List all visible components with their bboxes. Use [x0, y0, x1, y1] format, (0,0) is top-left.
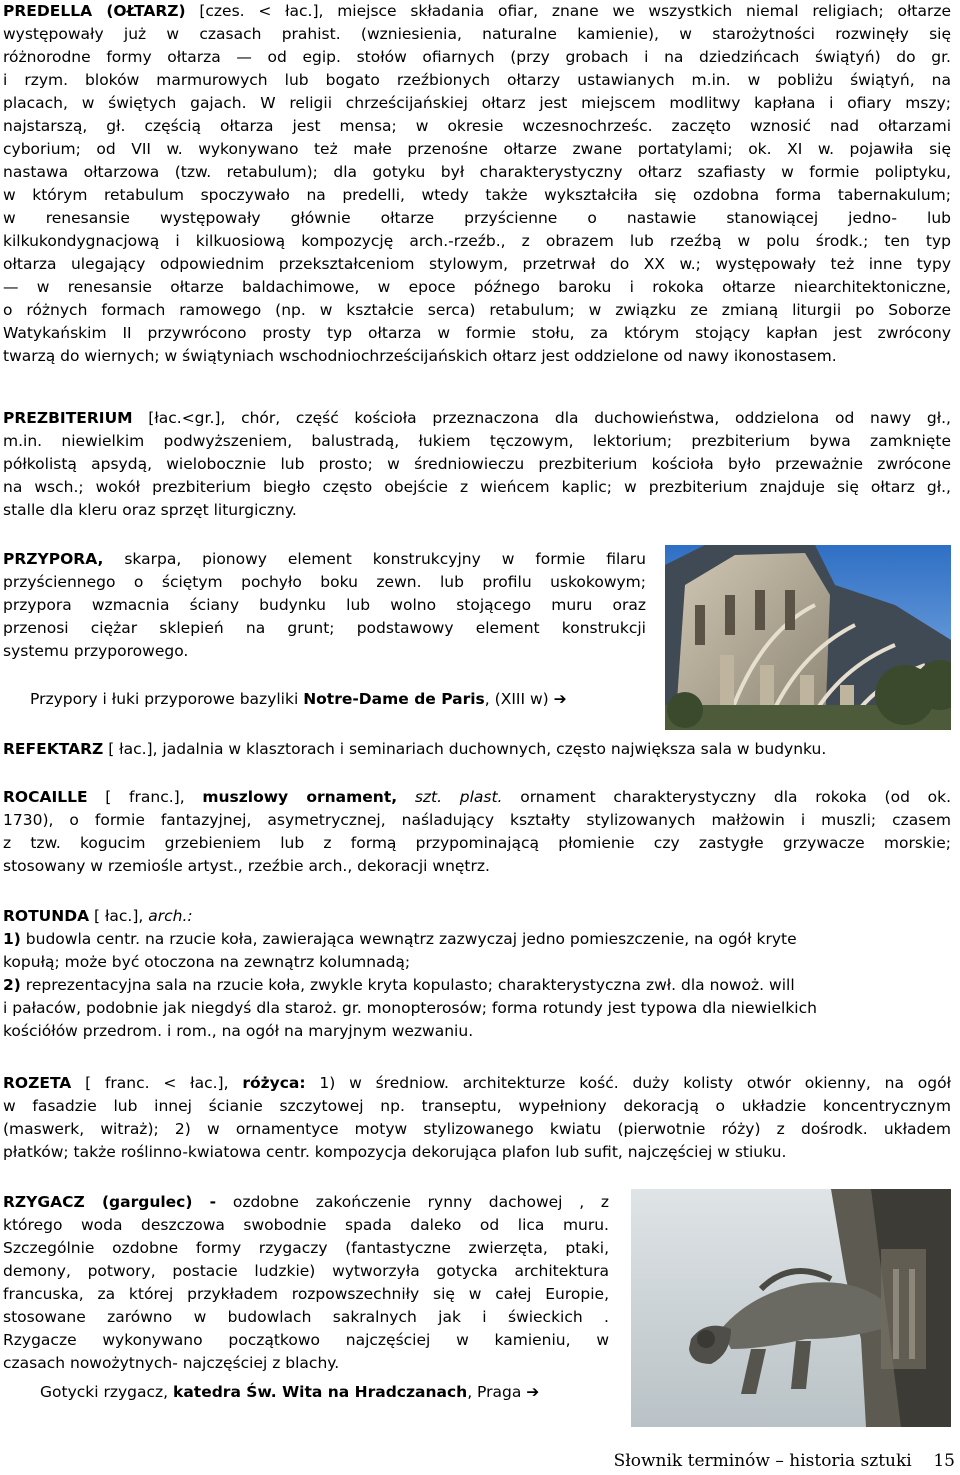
- text-run: stalle dla kleru oraz sprzęt liturgiczny.: [3, 501, 297, 519]
- text-line: [3, 951, 951, 974]
- text-run: budowla centr. na rzucie koła, zawierająca wewnątrz zazwyczaj jedno pomieszczenie, na ogół kryte: [20, 930, 797, 948]
- text-run: w renesansie występowały głównie ołtarze przyścienne o nastawie stanowiącej jedno- lub: [3, 209, 951, 227]
- text-run: reprezentacyjna sala na rzucie koła, zwykle kryta kopulasto; charakterystyczna zwł. dla nowoż. will: [20, 976, 795, 994]
- entry-rotunda: [3, 905, 951, 1043]
- text-line: [3, 928, 951, 951]
- text-line: [3, 1329, 609, 1352]
- text-line: [3, 0, 951, 23]
- bold-text: PREDELLA (OŁTARZ): [3, 2, 186, 20]
- text-line: [3, 115, 951, 138]
- text-line: [3, 345, 951, 368]
- text-line: [3, 974, 951, 997]
- text-run: Rzygacze wykonywano początkowo najczęściej w kamieniu, w: [3, 1331, 609, 1349]
- text-run: [ łac.], jadalnia w klasztorach i seminariach duchownych, często największa sala w budynku.: [103, 740, 827, 758]
- entry-rocaille: [3, 786, 951, 878]
- text-run: stosowane zarówno w budowlach sakralnych jak i świeckich .: [3, 1308, 609, 1326]
- text-line: [3, 92, 951, 115]
- text-line: [3, 1214, 609, 1237]
- text-line: [3, 1095, 951, 1118]
- text-line: [3, 1237, 609, 1260]
- text-line: [3, 594, 646, 617]
- bold-text: 1): [3, 930, 21, 948]
- text-line: [3, 499, 951, 522]
- bold-text: katedra Św. Wita na Hradczanach: [173, 1383, 468, 1401]
- text-line: [3, 905, 951, 928]
- text-run: [ franc. < łac.],: [71, 1074, 243, 1092]
- text-line: [3, 640, 646, 663]
- text-run: cyborium; od VII w. wykonywano też małe przenośne ołtarze zwane portatylami; ok. XI w. pojawiła się: [3, 140, 951, 158]
- text-line: [3, 476, 951, 499]
- arrow-icon: ➔: [526, 1383, 540, 1401]
- text-run: którego woda deszczowa swobodnie spada daleko od lica muru.: [3, 1216, 609, 1234]
- text-line: [3, 1141, 951, 1164]
- text-run: skarpa, pionowy element konstrukcyjny w formie filaru: [103, 550, 646, 568]
- text-line: [3, 276, 951, 299]
- przypora-photo-caption: [30, 688, 567, 711]
- text-run: kościółów przedrom. i rom., na ogół na maryjnym wezwaniu.: [3, 1022, 474, 1040]
- bold-text: RZYGACZ (gargulec) -: [3, 1193, 217, 1211]
- text-run: Watykańskim II przywrócono prosty typ ołtarza w formie stołu, za którym stojący kapłan jest zwrócony: [3, 324, 951, 342]
- bold-text: ROZETA: [3, 1074, 72, 1092]
- text-run: [łac.<gr.], chór, część kościoła przeznaczona dla duchowieństwa, oddzielona od nawy gł.,: [132, 409, 951, 427]
- text-line: [3, 548, 646, 571]
- text-run: o różnych formach ramowego (np. w kształcie serca) retabulum; w związku ze zmianą liturgii po Soborze: [3, 301, 951, 319]
- rzygacz-photo-caption: [40, 1381, 539, 1404]
- bold-text: 2): [3, 976, 21, 994]
- text-run: na wsch.; wokół prezbiterium biegło często obejście z wieńcem kaplic; w prezbiterium znajduje się ołtarz gł.,: [3, 478, 951, 496]
- text-run: kilkukondygnacjową i kilkuosiową kompozycję arch.-rzeźb., z obrazem lub rzeźbą w polu środk.; ten typ: [3, 232, 951, 250]
- text-run: [397, 788, 415, 806]
- text-run: [ franc.],: [87, 788, 203, 806]
- text-run: (maswerk, witraż); 2) w ornamentyce motyw stylizowanego kwiatu (pierwotnie róży) z dośrodk. układem: [3, 1120, 951, 1138]
- text-run: systemu przyporowego.: [3, 642, 189, 660]
- text-run: i pałaców, podobnie jak niegdyś dla staroż. gr. monopterosów; forma rotundy jest typowa dla niewielkich: [3, 999, 817, 1017]
- text-line: [3, 138, 951, 161]
- text-line: [3, 407, 951, 430]
- text-run: przyściennego o ściętym pochyło boku zewn. lub profilu uskokowym;: [3, 573, 646, 591]
- text-run: w fasadzie lub innej ścianie szczytowej np. transeptu, wypełniony dekoracją o układzie koncentrycznym: [3, 1097, 951, 1115]
- text-run: 1) w średniow. architekturze kość. duży kolisty otwór okienny, na ogół: [305, 1074, 951, 1092]
- text-run: czasach nowożytnych- najczęściej z blachy.: [3, 1354, 340, 1372]
- text-line: [3, 1260, 609, 1283]
- footer-title: Słownik terminów – historia sztuki: [613, 1451, 912, 1471]
- text-line: [3, 1283, 609, 1306]
- text-line: [3, 809, 951, 832]
- entry-predella: [3, 0, 951, 368]
- text-line: [3, 299, 951, 322]
- text-run: demony, potwory, postacie ludzkie) wytworzyła gotycka architektura: [3, 1262, 609, 1280]
- text-run: 1730), o formie fantazyjnej, asymetrycznej, naśladujący kształty stylizowanych małżowin i muszli; czasem: [3, 811, 951, 829]
- text-line: [3, 430, 951, 453]
- entry-rozeta: [3, 1072, 951, 1164]
- text-line: [3, 69, 951, 92]
- text-line: [30, 688, 567, 711]
- text-run: przypora wzmacnia ściany budynku lub wolno stojącego muru oraz: [3, 596, 646, 614]
- text-run: i rzym. bloków marmurowych lub bogato rzeźbionych ołtarzy ustawianych m.in. w pobliżu świątyń, na: [3, 71, 951, 89]
- text-run: z tzw. kogucim grzebieniem lub z formą przypominającą płomienie czy zastygłe grzywacze morskie;: [3, 834, 951, 852]
- bold-text: różyca:: [242, 1074, 306, 1092]
- entry-refektarz: [3, 738, 951, 761]
- bold-text: REFEKTARZ: [3, 740, 104, 758]
- page-number: 15: [933, 1451, 955, 1471]
- text-line: [40, 1381, 539, 1404]
- text-run: Gotycki rzygacz,: [40, 1383, 174, 1401]
- text-run: Przypory i łuki przyporowe bazyliki: [30, 690, 304, 708]
- text-line: [3, 322, 951, 345]
- text-run: ołtarza ulegający odpowiednim przekształceniom stylowym, przetrwał do XX w.; występowały też inne typy: [3, 255, 951, 273]
- text-run: francuska, za której przykładem rozpowszechniły się w całej Europie,: [3, 1285, 609, 1303]
- italic-text: arch.:: [148, 907, 193, 925]
- text-run: [czes. < łac.], miejsce składania ofiar, znane we wszystkich niemal religiach; ołtarze: [185, 2, 951, 20]
- text-line: [3, 1306, 609, 1329]
- text-run: płatków; także roślinno-kwiatowa centr. kompozycja dekorująca plafon lub sufit, najczęściej w stiuku.: [3, 1143, 787, 1161]
- notre-dame-buttresses-photo: [665, 545, 951, 730]
- text-run: placach, w świętych gajach. W religii chrześcijańskiej ołtarz jest miejscem modlitwy kapłana i ofiary mszy;: [3, 94, 951, 112]
- bold-text: PREZBITERIUM: [3, 409, 133, 427]
- text-line: [3, 1118, 951, 1141]
- text-line: [3, 161, 951, 184]
- text-run: w którym retabulum spoczywało na predelli, wtedy także wykształciła się ozdobna forma tabernakulum;: [3, 186, 951, 204]
- text-line: [3, 1020, 951, 1043]
- bold-text: ROCAILLE: [3, 788, 88, 806]
- text-line: [3, 832, 951, 855]
- text-run: , (XIII w): [484, 690, 554, 708]
- text-line: [3, 184, 951, 207]
- text-line: [3, 207, 951, 230]
- text-run: najstarszą, gł. częścią ołtarza jest mensa; w okresie wczesnochrześc. zaczęto wznosić nad ołtarzami: [3, 117, 951, 135]
- page-footer: [614, 1450, 955, 1472]
- text-run: nastawa ołtarzowa (tzw. retabulum); dla gotyku był charakterystyczny ołtarz szafiasty w formie poliptyku,: [3, 163, 951, 181]
- text-run: Szczególnie ozdobne formy rzygaczy (fantastyczne zwierzęta, ptaki,: [3, 1239, 609, 1257]
- text-line: [3, 1352, 609, 1375]
- entry-prezbiterium: [3, 407, 951, 522]
- text-run: , Praga: [467, 1383, 527, 1401]
- text-run: stosowany w rzemiośle artyst., rzeźbie arch., dekoracji wnętrz.: [3, 857, 490, 875]
- text-line: [3, 1072, 951, 1095]
- text-run: ornament charakterystyczny dla rokoka (od ok.: [502, 788, 952, 806]
- text-line: [3, 617, 646, 640]
- entry-przypora: [3, 548, 646, 663]
- entry-rzygacz: [3, 1191, 609, 1375]
- text-run: różnorodne formy ołtarza — od egip. stołów ofiarnych (przy grobach i na dziedzińcach świątyń) do gr.: [3, 48, 951, 66]
- text-run: przenosi ciężar sklepień na grunt; podstawowy element konstrukcji: [3, 619, 646, 637]
- text-line: [3, 253, 951, 276]
- text-line: [3, 786, 951, 809]
- text-run: kopułą; może być otoczona na zewnątrz kolumnadą;: [3, 953, 411, 971]
- text-run: [ łac.],: [89, 907, 149, 925]
- text-run: występowały już w czasach prahist. (wzniesienia, naturalne kamienie), w starożytności rozwinęły się: [3, 25, 951, 43]
- text-line: [3, 453, 951, 476]
- text-run: — w renesansie ołtarze baldachimowe, w epoce późnego baroku i rokoka ołtarze niearchitektoniczne,: [3, 278, 951, 296]
- text-line: [3, 23, 951, 46]
- text-run: ozdobne zakończenie rynny dachowej , z: [216, 1193, 609, 1211]
- text-line: [3, 855, 951, 878]
- bold-text: PRZYPORA,: [3, 550, 104, 568]
- text-run: m.in. niewielkim podwyższeniem, balustradą, łukiem tęczowym, lektorium; prezbiterium bywa zamknięte: [3, 432, 951, 450]
- text-run: twarzą do wiernych; w świątyniach wschodniochrześcijańskich ołtarz jest oddzielone od nawy ikonostasem.: [3, 347, 837, 365]
- bold-text: Notre-Dame de Paris: [303, 690, 485, 708]
- arrow-icon: ➔: [553, 690, 567, 708]
- text-line: [3, 997, 951, 1020]
- text-line: [3, 46, 951, 69]
- bold-text: muszlowy ornament,: [202, 788, 398, 806]
- gargoyle-photo: [631, 1189, 951, 1427]
- bold-text: ROTUNDA: [3, 907, 90, 925]
- text-line: [3, 230, 951, 253]
- text-line: [3, 1191, 609, 1214]
- text-line: [3, 571, 646, 594]
- text-run: półkolistą apsydą, wielobocznie lub prosto; w średniowieczu prezbiterium kościoła było przeważnie zwrócone: [3, 455, 951, 473]
- italic-text: szt. plast.: [414, 788, 503, 806]
- text-line: [3, 738, 951, 761]
